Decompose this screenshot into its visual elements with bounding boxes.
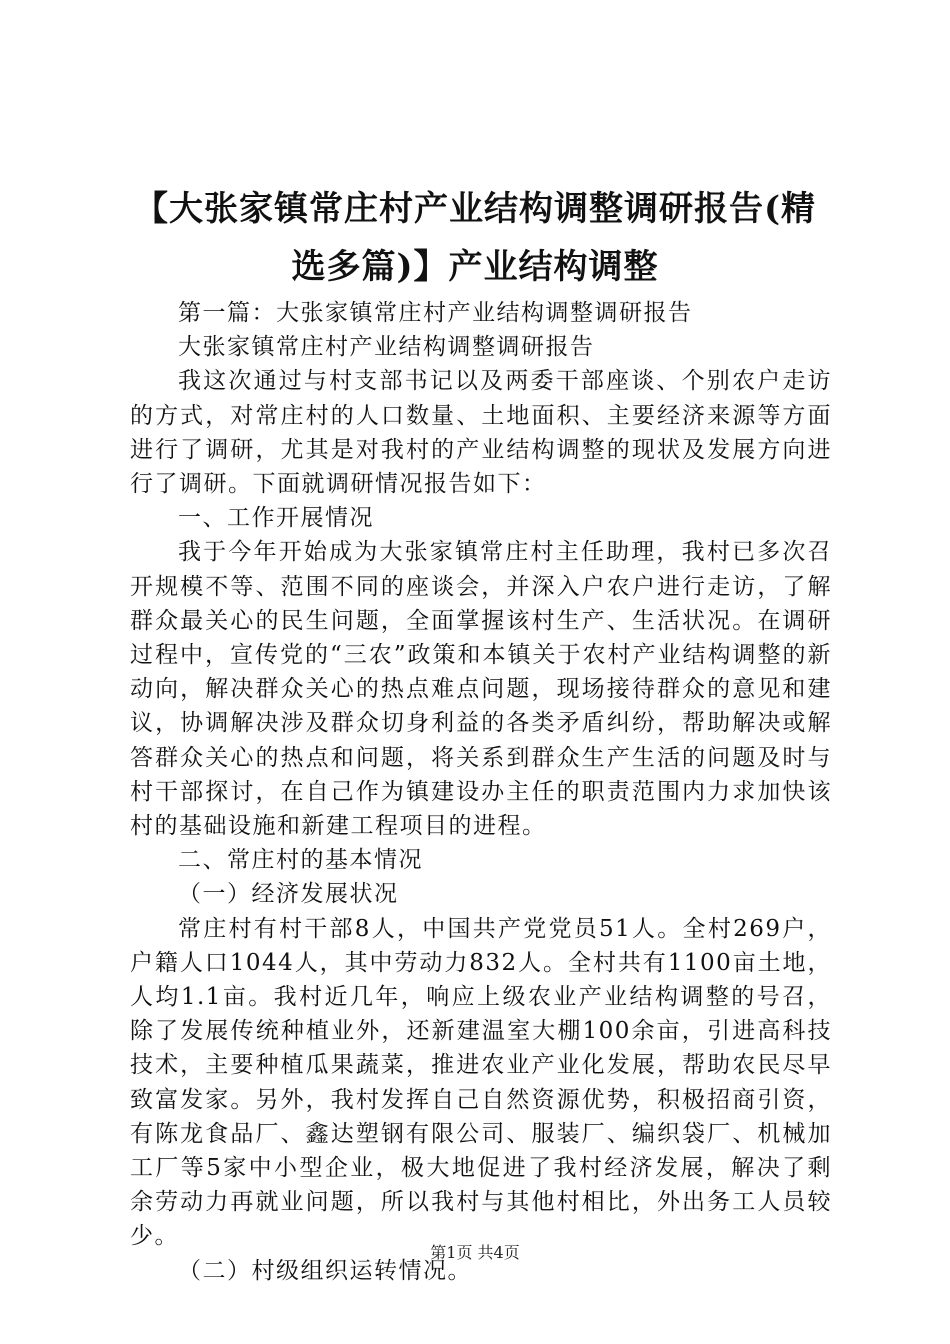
page-footer: 第1页 共4页: [430, 1243, 520, 1262]
section-heading-part-one: 第一篇：大张家镇常庄村产业结构调整调研报告: [178, 300, 693, 326]
report-subtitle: 大张家镇常庄村产业结构调整调研报告: [178, 334, 595, 361]
intro-paragraph: 我这次通过与村支部书记以及两委干部座谈、个别农户走访的方式，对常庄村的人口数量、土地面积、主要经济来源等方面进行了调研，尤其是对我村的产业结构调整的现状及发展方向进行了调研。下面就调研情况报告如下：: [130, 368, 832, 498]
work-paragraph: 我于今年开始成为大张家镇常庄村主任助理，我村已多次召开规模不等、范围不同的座谈会，并深入户农户进行走访，了解群众最关心的民生问题，全面掌握该村生产、生活状况。在调研过程中，宣传党的“三农”政策和本镇关于农村产业结构调整的新动向，解决群众关心的热点难点问题，现场接待群众的意见和建议，协调解决涉及群众切身利益的各类矛盾纠纷，帮助解决或解答群众关心的热点和问题，将关系到群众生产生活的问题及时与村干部探讨，在自己作为镇建设办主任的职责范围内力求加快该村的基础设施和新建工程项目的进程。: [130, 539, 832, 840]
subsection-heading-economy: （一）经济发展状况: [178, 881, 399, 908]
section-heading-basic-info: 二、常庄村的基本情况: [178, 847, 423, 874]
document-body: [130, 296, 832, 1288]
economy-paragraph: 常庄村有村干部8人，中国共产党党员51人。全村269户，户籍人口1044人，其中劳动力832人。全村共有1100亩土地，人均1.1亩。我村近几年，响应上级农业产业结构调整的号召，除了发展传统种植业外，还新建温室大棚100余亩，引进高科技技术，主要种植瓜果蔬菜，推进农业产业化发展，帮助农民尽早致富发家。另外，我村发挥自己自然资源优势，积极招商引资，有陈龙食品厂、鑫达塑钢有限公司、服装厂、编织袋厂、机械加工厂等5家中小型企业，极大地促进了我村经济发展，解决了剩余劳动力再就业问题，所以我村与其他村相比，外出务工人员较少。: [130, 915, 832, 1250]
subsection-heading-organization: （二）村级组织运转情况。: [178, 1257, 472, 1284]
document-title: 【大张家镇常庄村产业结构调整调研报告(精选多篇)】产业结构调整: [133, 189, 817, 287]
section-heading-work: 一、工作开展情况: [178, 505, 374, 532]
